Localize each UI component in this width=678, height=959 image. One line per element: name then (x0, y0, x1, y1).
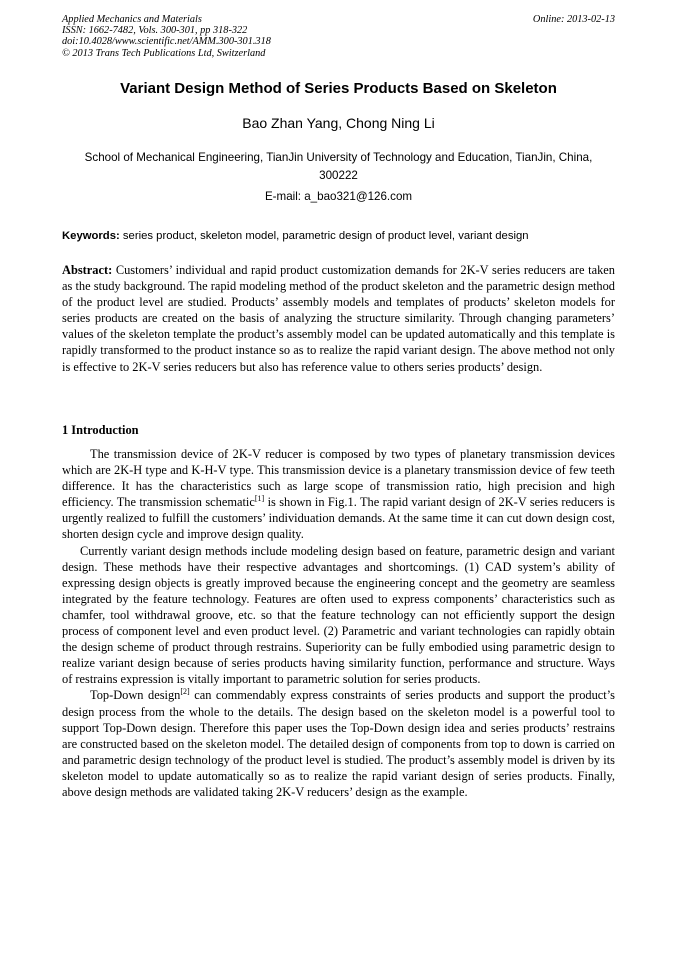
intro-p1-text-a: The transmission device of 2K-V reducer is composed by two types of planetary transmission devices which are 2K-H type and K-H-V type. This transmission device is a planetary transmission device of few teeth difference. It has the characteristics such as large scope of transmission ratio, high precision and high efficiency. The transmission schematic (62, 447, 615, 510)
keywords (62, 230, 615, 242)
intro-p3-text-b: can commendably express constraints of series products and support the product’s design process from the whole to the details. The design based on the skeleton model is a powerful tool to support Top-Down design. Therefore this paper uses the Top-Down design idea and series products’ restrains are constructed based on the skeleton model. The detailed design of components from top to down is carried on and parametric design technology of the product level is studied. The product’s assembly model is driven by its skeleton model to update automatically so as to realize the rapid variant design of series products. Finally, above design methods are validated taking 2K-V reducers’ design as the example. (62, 688, 615, 799)
author-email: E-mail: a_bao321@126.com (264, 190, 413, 203)
section-heading-introduction: 1 Introduction (62, 423, 139, 437)
journal-name: Applied Mechanics and Materials (62, 14, 202, 25)
issn-line: ISSN: 1662-7482, Vols. 300-301, pp 318-322 (62, 25, 248, 37)
intro-paragraph-3 (62, 687, 615, 800)
affiliation-line-2: 300222 (319, 169, 358, 182)
paper-authors: Bao Zhan Yang, Chong Ning Li (242, 115, 435, 131)
online-date: Online: 2013-02-13 (532, 14, 615, 25)
keywords-text: series product, skeleton model, parametric design of product level, variant design (119, 230, 529, 242)
citation-ref-2: [2] (180, 687, 190, 697)
intro-p3-text-a: Top-Down design (90, 688, 181, 703)
keywords-label: Keywords: (62, 230, 120, 242)
introduction-body (62, 446, 615, 800)
affiliation-line-1: School of Mechanical Engineering, TianJin University of Technology and Education, TianJin, China, (84, 151, 593, 164)
abstract-text: Customers’ individual and rapid product customization demands for 2K-V series reducers are taken as the study background. The rapid modeling method of the product skeleton and the parametric design method of the product level are studied. Products’ assembly models and templates of products’ skeleton models for series products are created on the basis of analyzing the structure similarity. Through changing parameters’ values of the skeleton template the product’s assembly model can be updated automatically and this template is rapidly transformed to the product instance so as to realize the rapid variant design. The above method not only is effective to 2K-V series reducers but also has reference value to others series products’ design. (62, 263, 615, 374)
intro-paragraph-1 (62, 446, 615, 543)
paper-title: Variant Design Method of Series Products Based on Skeleton (120, 80, 557, 97)
copyright-line: © 2013 Trans Tech Publications Ltd, Switzerland (62, 47, 266, 59)
doi-line: doi:10.4028/www.scientific.net/AMM.300-301.318 (62, 36, 271, 48)
citation-ref-1: [1] (254, 494, 265, 504)
affiliation (62, 149, 615, 185)
intro-paragraph-2: Currently variant design methods include modeling design based on feature, parametric design and variant design. These methods have their respective advantages and shortcomings. (1) CAD system’s ability of expressing design objects is greatly improved because the engineering concept and the geometry are seamless integrated by the feature technology. Features are often used to express components’ characteristics such as chamfer, tool withdrawal groove, etc. so that the feature technology can not efficiently support the design process of component level and even product level. (2) Parametric and variant technologies can rapidly obtain the design scheme of product through restrains. Superiority can be fully embodied using parametric design to realize variant design because of series products having similarity function, performance and structure. Ways of restrains expression is vitally important to parametric solution for series products. (62, 543, 615, 687)
intro-p1-text-b: is shown in Fig.1. The rapid variant design of 2K-V series reducers is urgently realized to fulfill the customers’ individuation demands. At the same time it can cut down design cost, shorten design cycle and improve design quality. (62, 495, 616, 542)
abstract-label: Abstract: (62, 263, 113, 277)
journal-header (62, 14, 615, 59)
abstract (62, 262, 615, 375)
